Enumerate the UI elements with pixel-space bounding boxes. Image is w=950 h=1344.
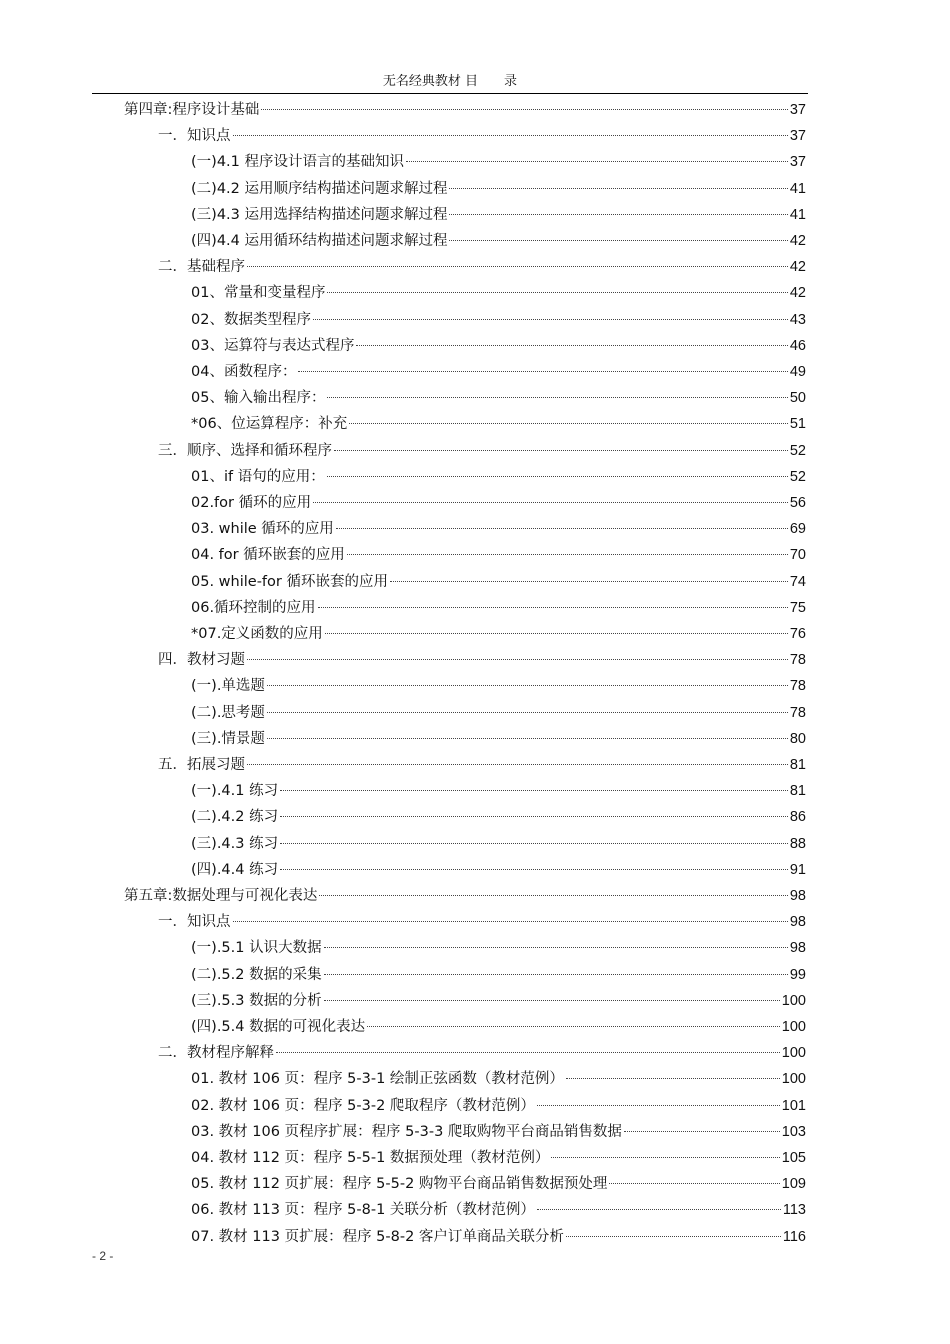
toc-entry-page: 113 [782,1202,806,1219]
toc-entry-label: 07. 教材 113 页扩展：程序 5-8-2 客户订单商品关联分析 [191,1228,564,1245]
toc-entry-label: (一).单选题 [191,678,265,695]
toc-entry-label: 03. 教材 106 页程序扩展：程序 5-3-3 爬取购物平台商品销售数据 [191,1123,622,1140]
toc-entry-label: 05、输入输出程序： [191,390,326,407]
dot-leader [367,1026,780,1027]
toc-entry-page: 43 [789,311,806,328]
toc-subsection-entry[interactable] [191,935,806,961]
toc-entry-label: (二).4.2 练习 [191,809,279,826]
dot-leader [551,1157,779,1158]
toc-section-entry[interactable] [158,752,806,778]
toc-entry-label: 一．知识点 [158,128,231,145]
toc-subsection-entry[interactable] [191,988,806,1014]
toc-entry-page: 70 [789,547,806,564]
toc-subsection-entry[interactable] [191,202,806,228]
dot-leader [233,135,788,136]
toc-entry-page: 37 [789,128,806,145]
toc-subsection-entry[interactable] [191,411,806,437]
header-rule [92,93,808,94]
toc-entry-page: 75 [789,599,806,616]
toc-subsection-entry[interactable] [191,359,806,385]
toc-entry-page: 88 [789,835,806,852]
toc-entry-page: 56 [789,495,806,511]
toc-entry-label: (二).5.2 数据的采集 [191,966,322,983]
toc-entry-page: 80 [789,730,806,747]
dot-leader [325,633,788,634]
toc-subsection-entry[interactable] [191,857,806,883]
toc-subsection-entry[interactable] [191,621,806,647]
toc-entry-page: 50 [789,390,806,407]
dot-leader [280,843,788,844]
toc-entry-page: 51 [789,416,806,433]
dot-leader [327,292,787,293]
toc-subsection-entry[interactable] [191,176,806,202]
toc-entry-label: 一．知识点 [158,914,231,931]
toc-entry-page: 42 [789,233,806,249]
toc-entry-label: 06. 教材 113 页：程序 5-8-1 关联分析（教材范例） [191,1202,535,1219]
toc-entry-label: 第五章:数据处理与可视化表达 [124,888,318,904]
dot-leader [247,764,788,765]
toc-entry-label: 四．教材习题 [158,652,245,669]
dot-leader [318,607,788,608]
dot-leader [247,659,788,660]
dot-leader [624,1131,780,1132]
toc-entry-page: 46 [789,337,806,354]
toc-entry-label: 五．拓展习题 [158,757,245,773]
dot-leader [406,161,788,162]
toc-subsection-entry[interactable] [191,804,806,830]
toc-entry-page: 86 [789,809,806,826]
toc-subsection-entry[interactable] [191,700,806,726]
toc-entry-page: 100 [781,1071,806,1088]
toc-subsection-entry[interactable] [191,542,806,568]
toc-subsection-entry[interactable] [191,280,806,306]
dot-leader [267,685,788,686]
toc-entry-page: 116 [782,1228,806,1245]
toc-entry-label: 01、if 语句的应用： [191,468,325,485]
toc-entry-page: 42 [789,259,806,276]
toc-entry-label: (三).5.3 数据的分析 [191,992,322,1009]
dot-leader [327,397,787,398]
dot-leader [449,188,787,189]
toc-entry-label: (四).5.4 数据的可视化表达 [191,1019,366,1035]
toc-entry-label: 第四章:程序设计基础 [124,102,260,118]
dot-leader [609,1183,779,1184]
toc-entry-page: 103 [781,1123,806,1140]
toc-entry-page: 98 [789,914,806,931]
toc-entry-label: (三)4.3 运用选择结构描述问题求解过程 [191,206,448,223]
toc-entry-label: 02、数据类型程序 [191,311,311,328]
toc-subsection-entry[interactable] [191,1145,806,1171]
toc-entry-label: 06.循环控制的应用 [191,599,316,616]
toc-subsection-entry[interactable] [191,464,806,490]
toc-entry-label: 02. 教材 106 页：程序 5-3-2 爬取程序（教材范例） [191,1097,535,1114]
toc-subsection-entry[interactable] [191,307,806,333]
dot-leader [280,869,788,870]
toc-chapter-entry[interactable] [124,97,806,123]
toc-entry-label: 03. while 循环的应用 [191,521,334,538]
toc-entry-label: (二).思考题 [191,704,265,721]
toc-entry-label: *07.定义函数的应用 [191,626,323,642]
toc-entry-label: 04. for 循环嵌套的应用 [191,547,345,564]
toc-entry-page: 78 [789,652,806,669]
toc-subsection-entry[interactable] [191,569,806,595]
dot-leader [298,371,787,372]
toc-subsection-entry[interactable] [191,778,806,804]
toc-subsection-entry[interactable] [191,1171,806,1197]
toc-entry-page: 41 [789,206,806,223]
dot-leader [336,528,788,529]
dot-leader [247,266,788,267]
toc-entry-label: 04、函数程序： [191,364,297,380]
dot-leader [390,581,788,582]
toc-section-entry[interactable] [158,123,806,149]
toc-entry-page: 101 [781,1097,806,1114]
dot-leader [267,712,788,713]
toc-chapter-entry[interactable] [124,883,806,909]
dot-leader [537,1209,781,1210]
toc-entry-label: (四)4.4 运用循环结构描述问题求解过程 [191,233,448,249]
dot-leader [449,240,787,241]
dot-leader [566,1236,781,1237]
toc-entry-page: 109 [781,1176,806,1193]
dot-leader [356,345,787,346]
toc-subsection-entry[interactable] [191,149,806,175]
toc-entry-label: (二)4.2 运用顺序结构描述问题求解过程 [191,180,448,197]
dot-leader [313,502,788,503]
dot-leader [313,319,788,320]
toc-entry-page: 100 [781,1019,806,1035]
toc-entry-label: (三).4.3 练习 [191,835,279,852]
toc-entry-page: 99 [789,966,806,983]
toc-entry-label: 二．教材程序解释 [158,1045,274,1062]
toc-entry-page: 52 [789,468,806,485]
toc-subsection-entry[interactable] [191,1093,806,1119]
page-header: 无名经典教材 目 录 [382,74,518,89]
toc-entry-label: *06、位运算程序：补充 [191,416,348,433]
toc-entry-label: (一).5.1 认识大数据 [191,940,322,957]
dot-leader [324,1000,780,1001]
toc-entry-label: 01、常量和变量程序 [191,285,326,302]
dot-leader [276,1052,780,1053]
toc-section-entry[interactable] [158,1040,806,1066]
toc-subsection-entry[interactable] [191,516,806,542]
toc-entry-page: 100 [781,992,806,1009]
toc-entry-label: 三．顺序、选择和循环程序 [158,442,332,459]
dot-leader [334,450,788,451]
dot-leader [449,214,787,215]
toc-entry-page: 81 [789,757,806,773]
toc-subsection-entry[interactable] [191,1014,806,1040]
toc-entry-page: 52 [789,442,806,459]
toc-entry-page: 78 [789,678,806,695]
toc-section-entry[interactable] [158,647,806,673]
toc-entry-label: 03、运算符与表达式程序 [191,337,355,354]
dot-leader [267,738,788,739]
dot-leader [349,423,788,424]
toc-entry-page: 100 [781,1045,806,1062]
toc-section-entry[interactable] [158,438,806,464]
toc-subsection-entry[interactable] [191,595,806,621]
dot-leader [324,947,788,948]
toc-subsection-entry[interactable] [191,1224,806,1250]
toc-entry-label: 01. 教材 106 页：程序 5-3-1 绘制正弦函数（教材范例） [191,1071,564,1088]
toc-entry-page: 81 [789,783,806,800]
toc-entry-page: 37 [789,154,806,171]
dot-leader [347,554,788,555]
toc-entry-label: (四).4.4 练习 [191,861,279,878]
dot-leader [537,1105,780,1106]
toc-entry-page: 74 [789,573,806,590]
toc-entry-page: 78 [789,704,806,721]
toc-subsection-entry[interactable] [191,726,806,752]
toc-subsection-entry[interactable] [191,333,806,359]
toc-entry-page: 105 [781,1150,806,1166]
toc-subsection-entry[interactable] [191,962,806,988]
toc-subsection-entry[interactable] [191,490,806,516]
toc-entry-label: (一).4.1 练习 [191,783,279,800]
dot-leader [319,895,787,896]
toc-entry-page: 98 [789,940,806,957]
toc-entry-page: 76 [789,626,806,642]
toc-subsection-entry[interactable] [191,673,806,699]
toc-entry-label: 04. 教材 112 页：程序 5-5-1 数据预处理（教材范例） [191,1150,550,1166]
toc-subsection-entry[interactable] [191,228,806,254]
toc-section-entry[interactable] [158,909,806,935]
toc-entry-page: 69 [789,521,806,538]
dot-leader [261,109,787,110]
toc-entry-label: 05. while-for 循环嵌套的应用 [191,573,388,590]
dot-leader [566,1078,780,1079]
toc-section-entry[interactable] [158,254,806,280]
toc-entry-page: 42 [789,285,806,302]
toc-entry-label: (三).情景题 [191,730,265,747]
dot-leader [233,921,788,922]
toc-subsection-entry[interactable] [191,1066,806,1092]
toc-entry-page: 49 [789,364,806,380]
page-number: - 2 - [92,1249,114,1263]
dot-leader [327,476,788,477]
toc-subsection-entry[interactable] [191,1119,806,1145]
toc-entry-label: 02.for 循环的应用 [191,495,312,511]
toc-entry-label: 二．基础程序 [158,259,245,276]
toc-entry-page: 37 [789,102,806,118]
toc-entry-page: 41 [789,180,806,197]
toc-subsection-entry[interactable] [191,1197,806,1223]
toc-entry-page: 91 [789,861,806,878]
toc-entry-label: 05. 教材 112 页扩展：程序 5-5-2 购物平台商品销售数据预处理 [191,1176,608,1193]
toc-subsection-entry[interactable] [191,385,806,411]
toc-entry-label: (一)4.1 程序设计语言的基础知识 [191,154,404,171]
toc-subsection-entry[interactable] [191,831,806,857]
toc-entry-page: 98 [789,888,806,904]
dot-leader [324,974,788,975]
dot-leader [280,790,788,791]
dot-leader [280,816,788,817]
